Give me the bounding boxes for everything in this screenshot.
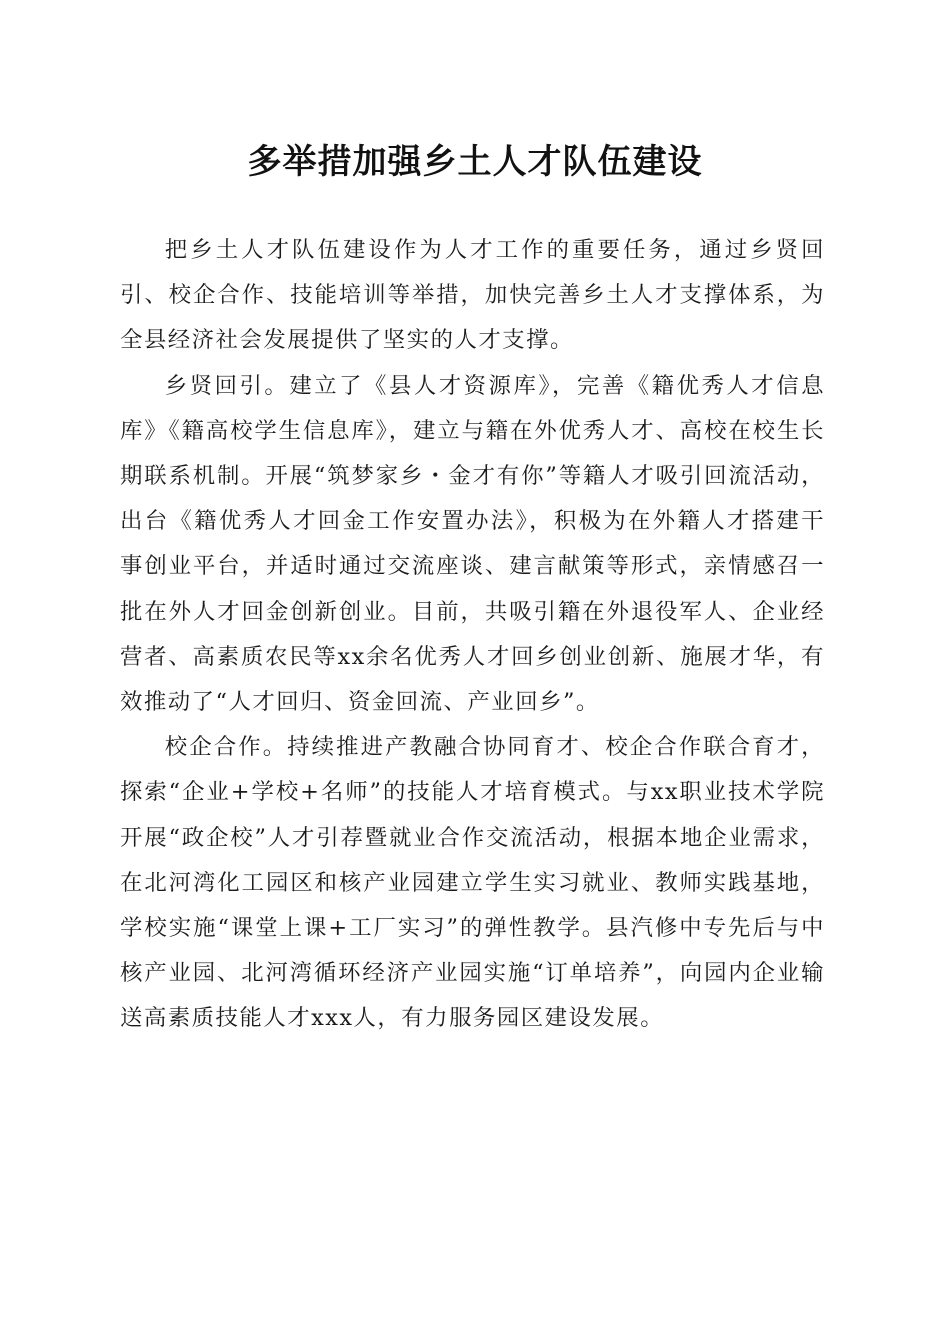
paragraph-xiaoqi: 校企合作。持续推进产教融合协同育才、校企合作联合育才，探索“企业+学校+名师”的技能人才培育模式。与xx职业技术学院开展“政企校”人才引荐暨就业合作交流活动，根据本地企业需求，在北河湾化工园区和核产业园建立学生实习就业、教师实践基地，学校实施“课堂上课+工厂实习”的弹性教学。县汽修中专先后与中核产业园、北河湾循环经济产业园实施“订单培养”，向园内企业输送高素质技能人才xxx人，有力服务园区建设发展。 [120, 734, 825, 1032]
paragraph-xiangxian: 乡贤回引。建立了《县人才资源库》，完善《籍优秀人才信息库》《籍高校学生信息库》，建立与籍在外优秀人才、高校在校生长期联系机制。开展“筑梦家乡・金才有你”等籍人才吸引回流活动，出台《籍优秀人才回金工作安置办法》，积极为在外籍人才搭建干事创业平台，并适时通过交流座谈、建言献策等形式，亲情感召一批在外人才回金创新创业。目前，共吸引籍在外退役军人、企业经营者、高素质农民等xx余名优秀人才回乡创业创新、施展才华，有效推动了“人才回归、资金回流、产业回乡”。 [120, 372, 825, 716]
paragraph-intro: 把乡土人才队伍建设作为人才工作的重要任务，通过乡贤回引、校企合作、技能培训等举措，加快完善乡土人才支撑体系，为全县经济社会发展提供了坚实的人才支撑。 [120, 237, 825, 354]
document-title: 多举措加强乡土人才队伍建设 [247, 142, 703, 182]
document-body [120, 228, 825, 1042]
